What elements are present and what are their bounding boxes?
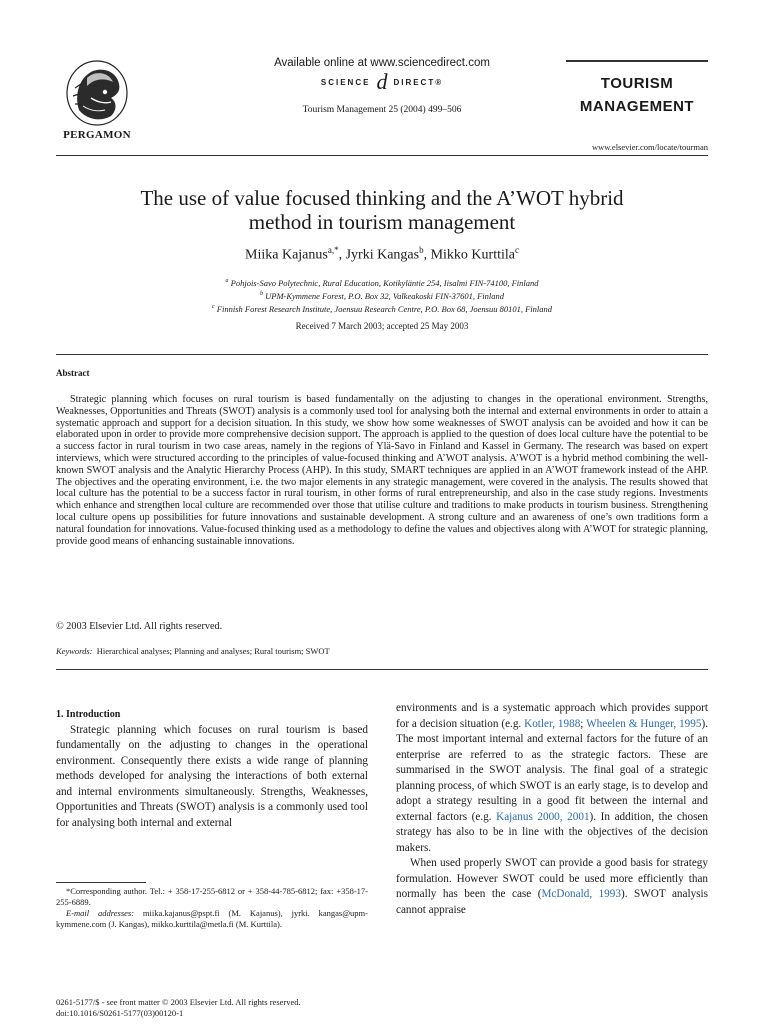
article-title-line2: method in tourism management <box>248 210 516 234</box>
citation-link-wheelen[interactable]: Wheelen & Hunger, 1995 <box>586 717 702 730</box>
paragraph <box>396 701 708 856</box>
paragraph-text: ). The most important internal and external factors for the future of an enterprise are referred to as the strategic factors. These are summarised in the SWOT analysis. The final goal of a strategic planning process, of which SWOT is an early stage, is to develop and adopt a strategy resulting in a good fit between the internal and external factors (e.g. <box>396 717 708 823</box>
sd-direct-text: DIRECT® <box>393 77 444 87</box>
author-list <box>56 245 708 264</box>
available-online-link[interactable]: Available online at www.sciencedirect.com <box>274 57 490 69</box>
article-title-line1: The use of value focused thinking and the A’WOT hybrid <box>140 186 624 210</box>
citation-link-kotler[interactable]: Kotler, 1988 <box>524 717 581 730</box>
sd-science-text: SCIENCE <box>320 77 371 87</box>
sciencedirect-block <box>232 57 532 115</box>
paragraph-text: ). SWOT analysis cannot appraise <box>396 888 708 916</box>
paragraph-text: When used properly SWOT can provide a good basis for strategy formulation. However SWOT could be used more efficiently than normally has been the case ( <box>396 857 708 900</box>
author-affiliation-marker[interactable]: a,* <box>327 245 339 255</box>
keywords-list: Hierarchical analyses; Planning and analyses; Rural tourism; SWOT <box>96 646 330 656</box>
section-heading-introduction: 1. Introduction <box>56 709 121 720</box>
abstract-top-divider <box>56 354 708 355</box>
publisher-logo <box>56 58 138 141</box>
affiliation-text: Finnish Forest Research Institute, Joensuu Research Centre, P.O. Box 68, Joensuu 80101, Finland <box>216 303 552 314</box>
citation-link-mcdonald[interactable]: McDonald, 1993 <box>541 888 621 900</box>
affiliation-marker: b <box>259 291 263 297</box>
doi-line[interactable]: doi:10.1016/S0261-5177(03)00120-1 <box>56 1008 184 1018</box>
journal-name-line2: MANAGEMENT <box>579 98 695 115</box>
abstract-body: Strategic planning which focuses on rural tourism is based fundamentally on the adjusting to changes in the operational environment. Strengths, Weaknesses, Opportunities and Threats (SWOT) analysis is a commonly used tool for analysing both the internal and external environments in order to attain a systematic approach and support for a decision situation. In this study, we show how some weaknesses of SWOT analysis can be avoided and how it can be elaborated upon in order to provide more comprehensive decision support. The approach is applied to the question of does local culture have the potential to be a success factor in rural tourism in two case areas, namely in the regions of Ylä-Savo in Finland and Kassel in Germany. The research was based on expert interviews, which were structured according to the principles of value-focused thinking and A’WOT analysis. A’WOT is a hybrid method combining the well-known SWOT analysis and the Analytic Hierarchy Process (AHP). In this study, SMART techniques are applied in an A’WOT framework instead of the AHP. The objectives and the operating environment, i.e. the two major elements in any strategic management, were covered in the analysis. The results showed that local culture has the potential to be a success factor in rural tourism, in other forms of rural entrepreneurship, and also in the case study regions. Investments which enhance and strengthen local culture are recommended over those that utilise culture and traditions to make products in tourism business. Strengthening local culture opens up possibilities for future innovations and sustainable development. A strong culture and an awareness of one’s own traditions form a natural foundation for innovations. Value-focused thinking used as a methodology to define the values and objectives along with A’WOT for strategic planning, provide good means of enhancing sustainable innovations. <box>56 394 708 547</box>
paragraph <box>396 856 708 918</box>
author-name: , Mikko Kurttila <box>423 247 515 263</box>
abstract-bottom-divider <box>56 669 708 670</box>
author-affiliation-marker[interactable]: c <box>514 245 519 255</box>
journal-name-line1: TOURISM <box>600 75 674 92</box>
article-title <box>56 186 708 234</box>
received-dates: Received 7 March 2003; accepted 25 May 2003 <box>295 321 469 331</box>
sd-d-glyph: d <box>376 69 388 94</box>
corresponding-author-note: *Corresponding author. Tel.: + 358-17-255-6812 or + 358-44-785-6812; fax: +358-17-255-6889. <box>56 886 368 907</box>
left-column <box>56 707 368 831</box>
paragraph-text: environments and is a systematic approach which provides support for a decision situation (e.g. <box>396 702 708 730</box>
paragraph-text: ). In addition, the chosen strategy has also to be in line with the objectives of the decision makers. <box>396 810 708 854</box>
affiliation-c <box>56 302 708 315</box>
sciencedirect-logo <box>232 69 532 94</box>
journal-name-box <box>566 60 708 118</box>
citation-link-kajanus[interactable]: Kajanus 2000, 2001 <box>496 810 590 823</box>
affiliation-marker: a <box>225 278 229 284</box>
affiliation-a <box>56 276 708 289</box>
paragraph-text: ; <box>580 717 587 730</box>
email-list[interactable]: miika.kajanus@pspt.fi (M. Kajanus), jyrki. kangas@upm-kymmene.com (J. Kangas), mikko.kurttila@metla.fi (M. Kurttila). <box>56 908 368 929</box>
abstract-copyright: © 2003 Elsevier Ltd. All rights reserved. <box>56 621 223 632</box>
journal-reference: Tourism Management 25 (2004) 499–506 <box>302 105 462 115</box>
email-label: E-mail addresses: <box>66 908 135 918</box>
journal-url-link[interactable]: www.elsevier.com/locate/tourman <box>591 142 708 152</box>
issn-line: 0261-5177/$ - see front matter © 2003 Elsevier Ltd. All rights reserved. <box>56 997 301 1007</box>
email-addresses <box>56 908 368 930</box>
header-divider <box>56 155 708 156</box>
affiliation-marker: c <box>211 304 215 310</box>
author-affiliation-marker[interactable]: b <box>419 245 424 255</box>
pergamon-emblem-icon <box>61 58 133 128</box>
affiliation-b <box>56 289 708 302</box>
publisher-name: PERGAMON <box>63 129 131 141</box>
footnote-divider <box>56 882 146 883</box>
affiliation-text: Pohjois-Savo Polytechnic, Rural Education, Kotikyläntie 254, Iisalmi FIN-74100, Finland <box>230 277 539 288</box>
affiliation-text: UPM-Kymmene Forest, P.O. Box 32, Valkeakoski FIN-37601, Finland <box>265 290 505 301</box>
paragraph: Strategic planning which focuses on rural tourism is based fundamentally on the adjusting to changes in the operational environment. Consequently there exists a wide range of planning methods developed for analysing the interactions of both external and internal environments simultaneously. Strengths, Weaknesses, Opportunities and Threats (SWOT) analysis is a commonly used tool for analysing both internal and external <box>56 723 368 829</box>
issn-doi-block <box>56 997 386 1019</box>
keywords <box>56 646 330 656</box>
footnote <box>56 886 368 930</box>
abstract-heading: Abstract <box>56 368 90 378</box>
author-name: Miika Kajanus <box>245 247 328 263</box>
keywords-label: Keywords: <box>56 646 93 656</box>
author-name: , Jyrki Kangas <box>338 247 420 263</box>
right-column <box>396 701 708 918</box>
